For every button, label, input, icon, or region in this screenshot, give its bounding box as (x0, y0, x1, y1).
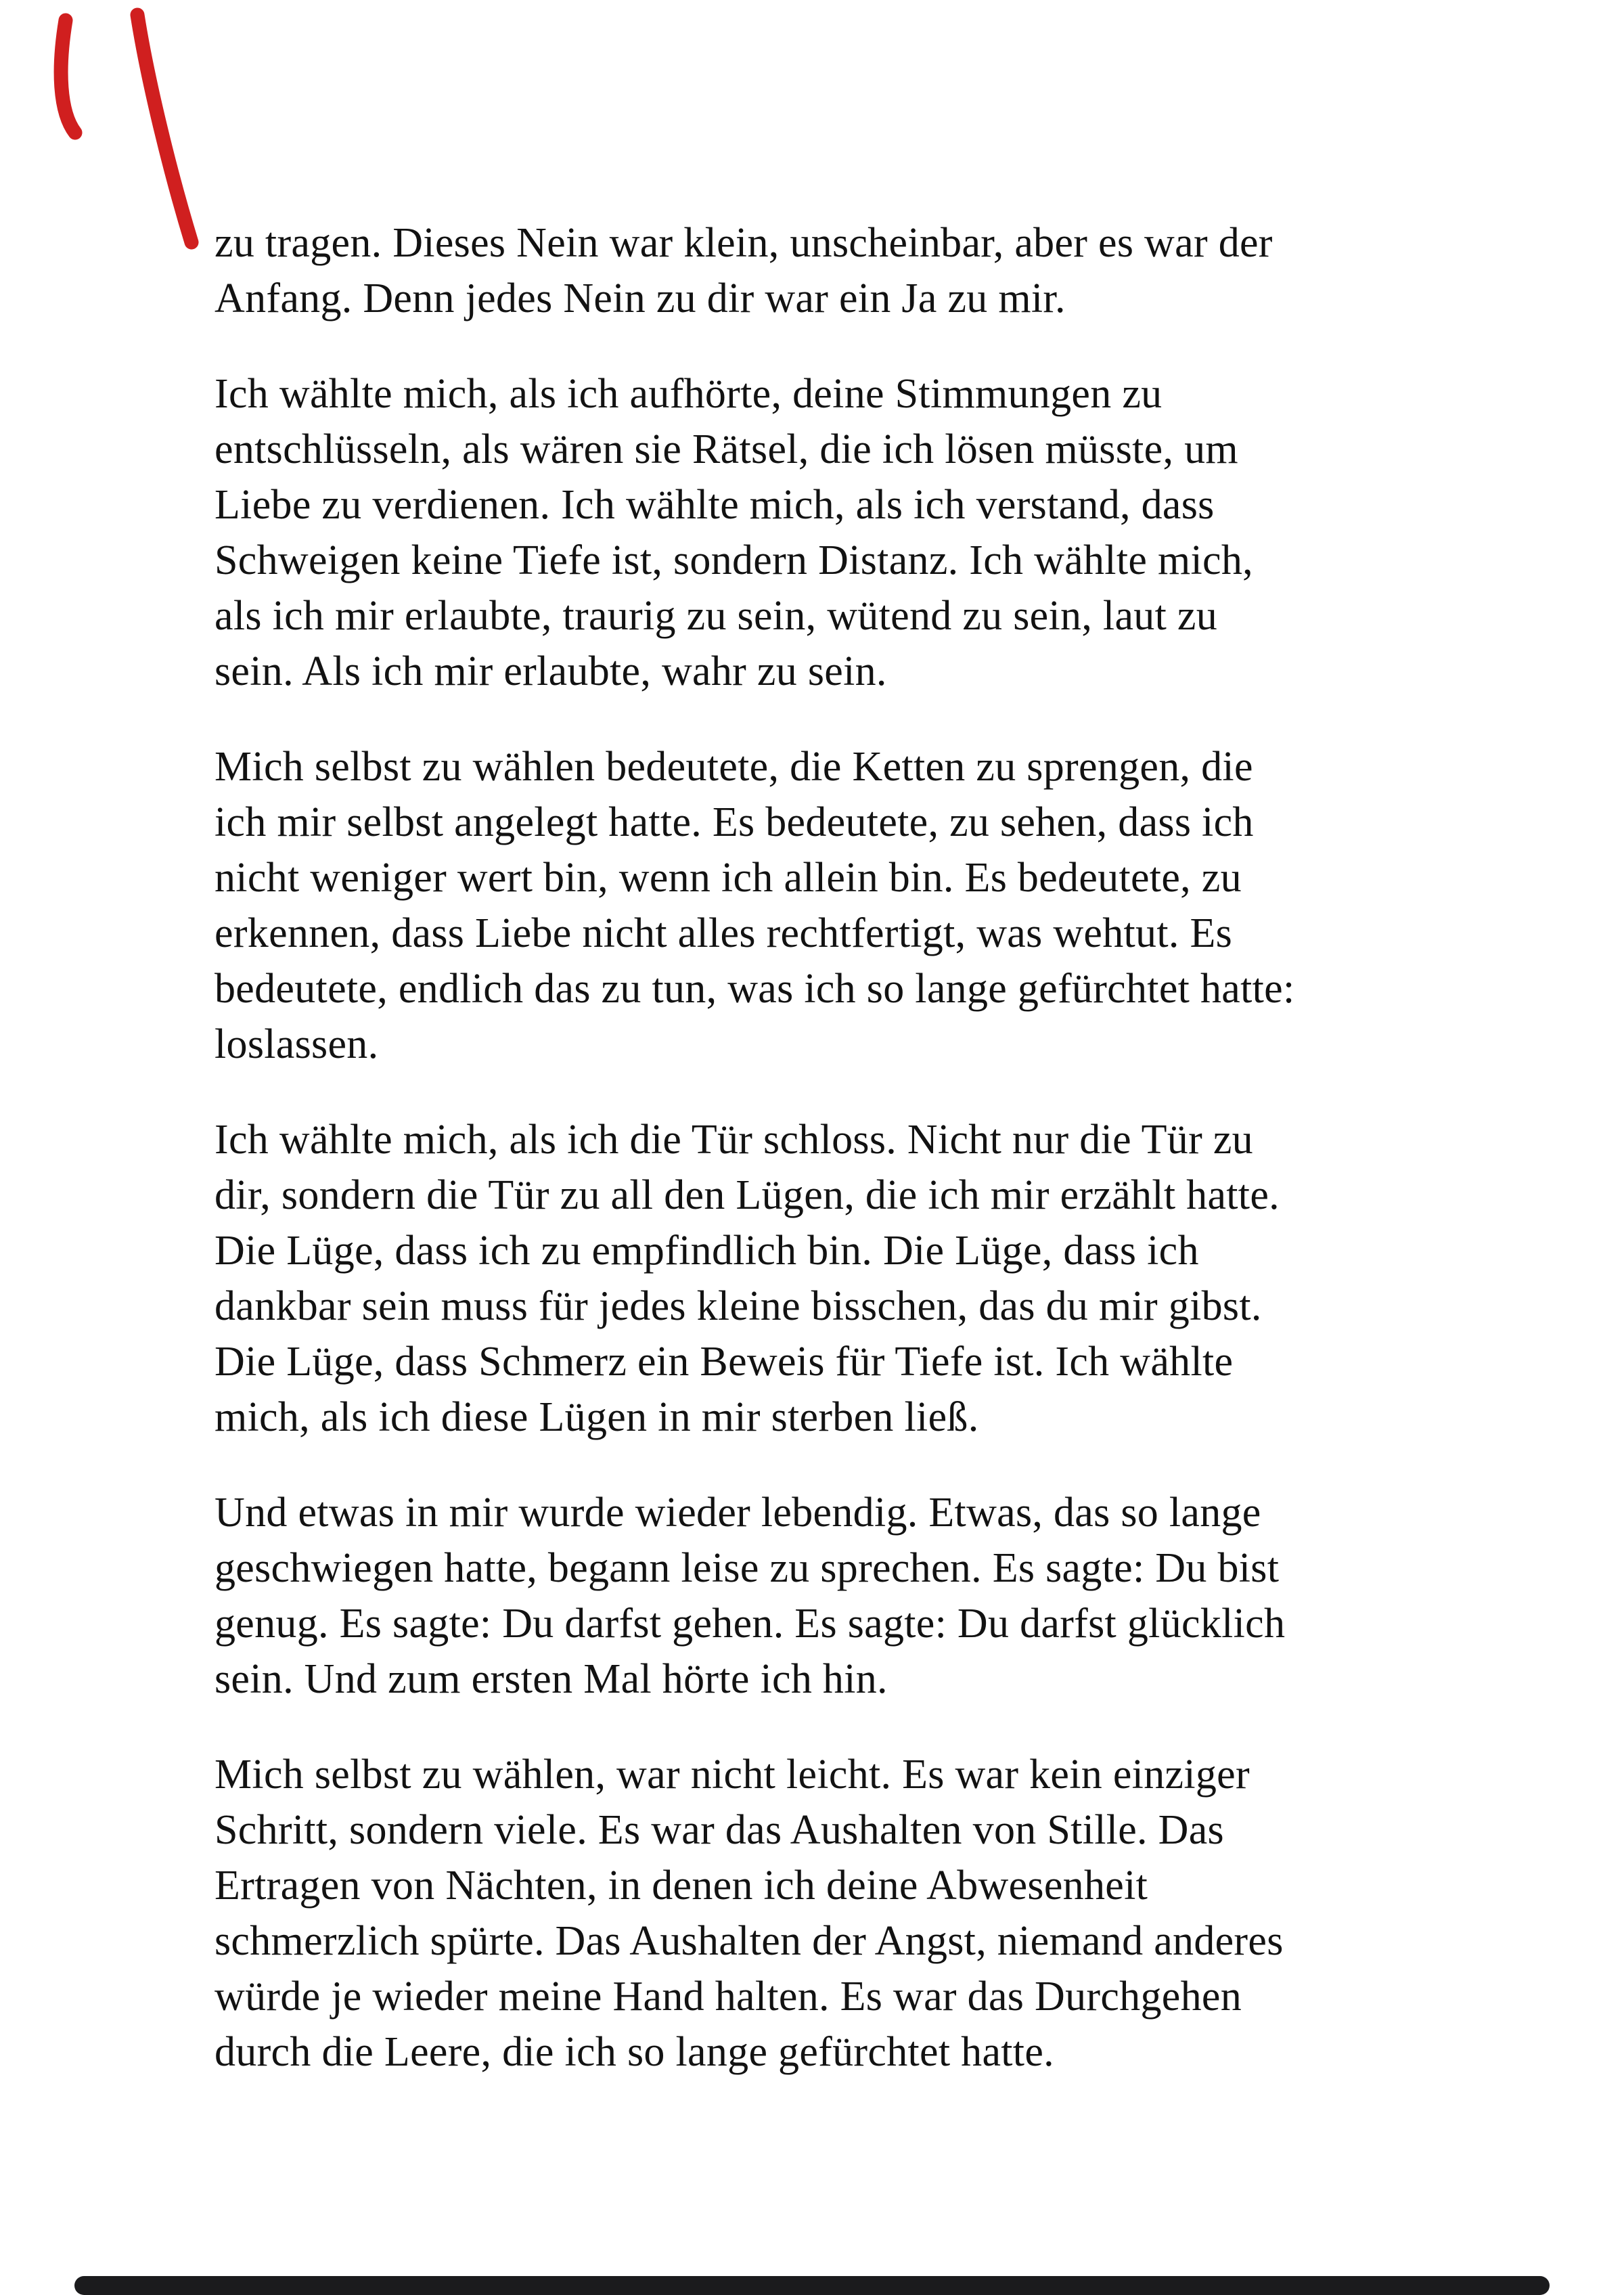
paragraph (215, 215, 1433, 326)
text-line: ich mir selbst angelegt hatte. Es bedeutete, zu sehen, dass ich (215, 799, 1254, 845)
text-line: Ich wählte mich, als ich aufhörte, deine Stimmungen zu (215, 371, 1163, 417)
text-line: als ich mir erlaubte, traurig zu sein, wütend zu sein, laut zu (215, 593, 1218, 639)
text-line: schmerzlich spürte. Das Aushalten der Angst, niemand anderes (215, 1918, 1284, 1964)
paragraph (215, 739, 1433, 1072)
text-line: Mich selbst zu wählen bedeutete, die Ketten zu sprengen, die (215, 744, 1253, 790)
text-line: mich, als ich diese Lügen in mir sterben ließ. (215, 1394, 979, 1440)
paragraph (215, 366, 1433, 699)
text-line: dir, sondern die Tür zu all den Lügen, die ich mir erzählt hatte. (215, 1172, 1280, 1218)
bottom-bar (74, 2276, 1550, 2295)
text-line: dankbar sein muss für jedes kleine bisschen, das du mir gibst. (215, 1283, 1262, 1329)
text-line: bedeutete, endlich das zu tun, was ich so lange gefürchtet hatte: (215, 966, 1295, 1012)
text-line: sein. Und zum ersten Mal hörte ich hin. (215, 1656, 888, 1702)
text-line: Die Lüge, dass Schmerz ein Beweis für Tiefe ist. Ich wählte (215, 1339, 1234, 1385)
text-line: zu tragen. Dieses Nein war klein, unscheinbar, aber es war der (215, 220, 1273, 266)
text-line: genug. Es sagte: Du darfst gehen. Es sagte: Du darfst glücklich (215, 1601, 1286, 1647)
text-line: Mich selbst zu wählen, war nicht leicht. Es war kein einziger (215, 1752, 1250, 1798)
text-line: Und etwas in mir wurde wieder lebendig. Etwas, das so lange (215, 1490, 1261, 1536)
text-line: nicht weniger wert bin, wenn ich allein bin. Es bedeutete, zu (215, 855, 1242, 901)
paragraph (215, 1747, 1433, 2080)
text-line: Anfang. Denn jedes Nein zu dir war ein Ja zu mir. (215, 275, 1066, 321)
text-line: würde je wieder meine Hand halten. Es war das Durchgehen (215, 1974, 1242, 2020)
text-block (215, 215, 1433, 2080)
text-line: Liebe zu verdienen. Ich wählte mich, als ich verstand, dass (215, 482, 1215, 528)
text-line: entschlüsseln, als wären sie Rätsel, die ich lösen müsste, um (215, 426, 1238, 472)
text-line: sein. Als ich mir erlaubte, wahr zu sein. (215, 648, 887, 694)
text-line: loslassen. (215, 1021, 379, 1067)
paragraph (215, 1112, 1433, 1445)
text-line: Die Lüge, dass ich zu empfindlich bin. Die Lüge, dass ich (215, 1228, 1199, 1274)
red-pen-marks-icon (37, 5, 206, 250)
text-line: Ich wählte mich, als ich die Tür schloss. Nicht nur die Tür zu (215, 1117, 1253, 1163)
paragraph (215, 1485, 1433, 1707)
text-line: Schweigen keine Tiefe ist, sondern Distanz. Ich wählte mich, (215, 537, 1253, 583)
text-line: durch die Leere, die ich so lange gefürchtet hatte. (215, 2029, 1054, 2075)
text-line: Schritt, sondern viele. Es war das Aushalten von Stille. Das (215, 1807, 1224, 1853)
text-line: erkennen, dass Liebe nicht alles rechtfertigt, was wehtut. Es (215, 910, 1233, 956)
text-line: geschwiegen hatte, begann leise zu sprechen. Es sagte: Du bist (215, 1545, 1280, 1591)
text-line: Ertragen von Nächten, in denen ich deine Abwesenheit (215, 1863, 1148, 1909)
